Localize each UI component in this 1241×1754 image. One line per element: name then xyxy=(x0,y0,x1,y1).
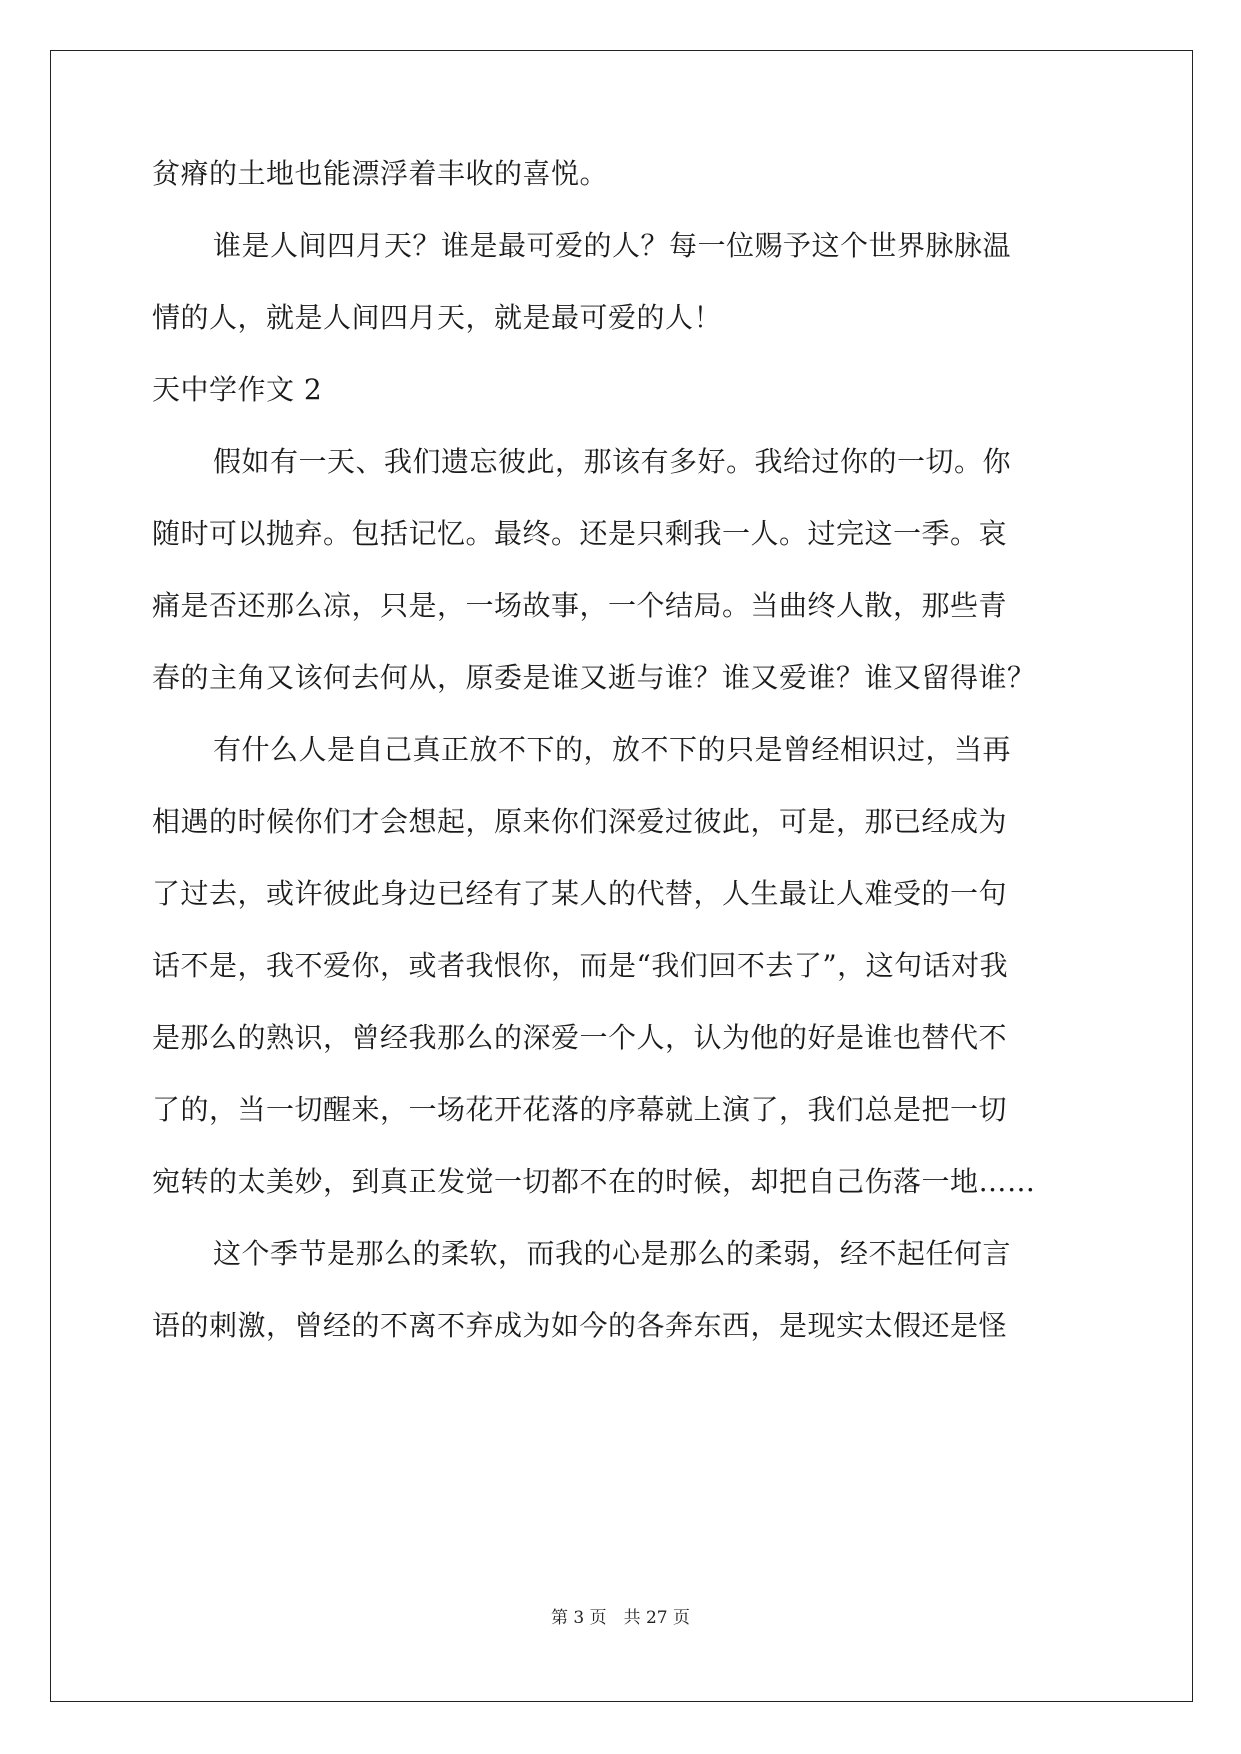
paragraph-first-line: 假如有一天、我们遗忘彼此，那该有多好。我给过你的一切。你 xyxy=(213,445,1012,478)
paragraph-first-line: 这个季节是那么的柔软，而我的心是那么的柔弱，经不起任何言 xyxy=(213,1237,1012,1270)
text-line: 随时可以抛弃。包括记忆。最终。还是只剩我一人。过完这一季。哀 xyxy=(152,517,1008,550)
page-number-footer: 第 3 页 共 27 页 xyxy=(550,1608,691,1628)
section-heading: 天中学作文 2 xyxy=(152,373,323,406)
text-line: 了过去，或许彼此身边已经有了某人的代替，人生最让人难受的一句 xyxy=(152,877,1008,910)
text-line: 了的，当一切醒来，一场花开花落的序幕就上演了，我们总是把一切 xyxy=(152,1093,1008,1126)
text-line: 宛转的太美妙，到真正发觉一切都不在的时候，却把自己伤落一地…… xyxy=(152,1165,1036,1198)
text-line: 春的主角又该何去何从，原委是谁又逝与谁？谁又爱谁？谁又留得谁？ xyxy=(152,661,1036,694)
paragraph-first-line: 有什么人是自己真正放不下的，放不下的只是曾经相识过，当再 xyxy=(213,733,1012,766)
text-line: 痛是否还那么凉，只是，一场故事，一个结局。当曲终人散，那些青 xyxy=(152,589,1008,622)
page-border xyxy=(50,50,1193,1702)
text-line: 是那么的熟识，曾经我那么的深爱一个人，认为他的好是谁也替代不 xyxy=(152,1021,1008,1054)
text-line: 贫瘠的土地也能漂浮着丰收的喜悦。 xyxy=(152,157,609,190)
text-line: 话不是，我不爱你，或者我恨你，而是“我们回不去了”，这句话对我 xyxy=(152,949,1009,982)
text-line: 语的刺激，曾经的不离不弃成为如今的各奔东西，是现实太假还是怪 xyxy=(152,1309,1008,1342)
paragraph-first-line: 谁是人间四月天？谁是最可爱的人？每一位赐予这个世界脉脉温 xyxy=(213,229,1012,262)
text-line: 情的人，就是人间四月天，就是最可爱的人！ xyxy=(152,301,723,334)
text-line: 相遇的时候你们才会想起，原来你们深爱过彼此，可是，那已经成为 xyxy=(152,805,1008,838)
